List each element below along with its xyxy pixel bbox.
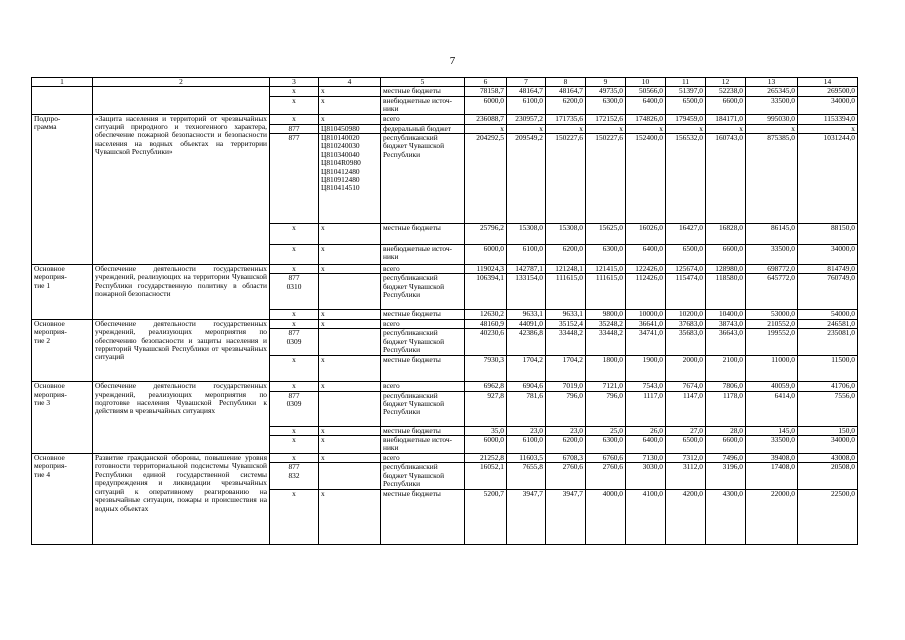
code-cell: x [270,114,319,124]
value-cell: 34000,0 [798,96,858,114]
header-cell: 6 [465,78,507,87]
target-code-cell: x [319,245,381,265]
target-code-cell: x [319,310,381,319]
header-cell: 2 [93,78,270,87]
value-cell: 7121,0 [586,382,626,391]
value-cell: 6414,0 [746,391,798,426]
value-cell: 3947,7 [546,490,586,545]
value-cell: 1900,0 [626,356,666,382]
value-cell: 33500,0 [746,245,798,265]
value-cell: 150227,6 [586,134,626,224]
source-cell: внебюджетные источ- ники [381,96,465,114]
value-cell: 4100,0 [626,490,666,545]
value-cell: 125674,0 [666,265,706,274]
value-cell: 15308,0 [507,224,546,245]
header-cell: 13 [746,78,798,87]
header-cell: 11 [666,78,706,87]
value-cell: 5200,7 [465,490,507,545]
source-cell: внебюджетные источ- ники [381,245,465,265]
value-cell: 33448,2 [586,329,626,356]
table-row [32,87,858,96]
value-cell: 6962,8 [465,382,507,391]
value-cell: 265345,0 [746,87,798,96]
value-cell: 2000,0 [666,356,706,382]
value-cell: 760749,0 [798,274,858,310]
value-cell: 796,0 [586,391,626,426]
value-cell: 34741,0 [626,329,666,356]
target-code-cell: Ц810140020 Ц810240030 Ц810340040 Ц8104R0980 Ц810412480 Ц810912480 Ц810414510 [319,134,381,224]
value-cell: 645772,0 [746,274,798,310]
value-cell: 7496,0 [706,454,746,463]
value-cell: x [706,124,746,133]
value-cell: 6100,0 [507,245,546,265]
value-cell: 37683,0 [666,319,706,328]
value-cell: 230957,2 [507,114,546,124]
header-cell: 8 [546,78,586,87]
value-cell: 796,0 [546,391,586,426]
value-cell: x [465,124,507,133]
target-code-cell: x [319,87,381,96]
value-cell: 6000,0 [465,96,507,114]
header-row [32,78,858,87]
value-cell: 171735,6 [546,114,586,124]
value-cell: 48160,9 [465,319,507,328]
value-cell: 33500,0 [746,96,798,114]
value-cell: 41706,0 [798,382,858,391]
value-cell: 39408,0 [746,454,798,463]
value-cell: 6500,0 [666,96,706,114]
value-cell: 1147,0 [666,391,706,426]
value-cell: 25796,2 [465,224,507,245]
value-cell: 150,0 [798,426,858,435]
source-cell: всего [381,265,465,274]
name-cell: Основное мероприя- тие 3 [32,382,93,454]
value-cell: 6400,0 [626,436,666,454]
value-cell: 20508,0 [798,463,858,490]
code-cell: x [270,319,319,328]
value-cell: 6200,0 [546,436,586,454]
target-code-cell: x [319,96,381,114]
source-cell: местные бюджеты [381,87,465,96]
value-cell: 15625,0 [586,224,626,245]
value-cell: 10400,0 [706,310,746,319]
value-cell: 128980,0 [706,265,746,274]
value-cell: 15308,0 [546,224,586,245]
code-cell: x [270,96,319,114]
value-cell: 6400,0 [626,245,666,265]
target-code-cell: x [319,114,381,124]
value-cell: 121415,0 [586,265,626,274]
value-cell: 6000,0 [465,436,507,454]
value-cell: x [507,124,546,133]
value-cell: 7674,0 [666,382,706,391]
value-cell: 7543,0 [626,382,666,391]
value-cell: 9633,1 [546,310,586,319]
code-cell: x [270,245,319,265]
value-cell: 40059,0 [746,382,798,391]
target-code-cell: Ц810450980 [319,124,381,133]
value-cell: 235081,0 [798,329,858,356]
value-cell: x [798,124,858,133]
code-cell: x [270,265,319,274]
value-cell: 152400,0 [626,134,666,224]
target-code-cell: x [319,265,381,274]
header-cell: 5 [381,78,465,87]
header-cell: 7 [507,78,546,87]
value-cell: 1704,2 [546,356,586,382]
value-cell: 16026,0 [626,224,666,245]
code-cell: x [270,87,319,96]
value-cell: 36641,0 [626,319,666,328]
value-cell: 22000,0 [746,490,798,545]
value-cell: 6300,0 [586,245,626,265]
code-cell: x [270,454,319,463]
target-code-cell: x [319,319,381,328]
value-cell: 7930,3 [465,356,507,382]
value-cell: 27,0 [666,426,706,435]
value-cell: 42386,8 [507,329,546,356]
target-code-cell: x [319,224,381,245]
header-cell: 4 [319,78,381,87]
desc-cell: Обеспечение деятельности государственных учреждений, реализующих мероприятия по подготовке населения Чувашской Республики к действиям в чрезвычайных ситуациях [93,382,270,454]
value-cell: 121248,1 [546,265,586,274]
value-cell: 43008,0 [798,454,858,463]
source-cell: местные бюджеты [381,310,465,319]
value-cell: 142787,1 [507,265,546,274]
source-cell: местные бюджеты [381,356,465,382]
value-cell: 3030,0 [626,463,666,490]
target-code-cell: x [319,436,381,454]
value-cell: 179459,0 [666,114,706,124]
source-cell: всего [381,114,465,124]
table-row [32,382,858,391]
value-cell: 698772,0 [746,265,798,274]
value-cell: 23,0 [546,426,586,435]
desc-cell: Обеспечение деятельности государственных учреждений, реализующих на территории Чувашской Республики государственную политику в области пожарной безопасности [93,265,270,320]
code-cell: x [270,310,319,319]
code-cell: 877 [270,124,319,133]
value-cell: 3947,7 [507,490,546,545]
value-cell: 35,0 [465,426,507,435]
target-code-cell [319,463,381,490]
code-cell: 877 832 [270,463,319,490]
value-cell: 17408,0 [746,463,798,490]
value-cell: 2760,6 [546,463,586,490]
value-cell: 6760,6 [586,454,626,463]
value-cell: 2100,0 [706,356,746,382]
value-cell: 1704,2 [507,356,546,382]
value-cell: 9633,1 [507,310,546,319]
value-cell: 7130,0 [626,454,666,463]
code-cell: x [270,224,319,245]
source-cell: местные бюджеты [381,426,465,435]
value-cell: 4300,0 [706,490,746,545]
value-cell: 34000,0 [798,436,858,454]
value-cell: 3112,0 [666,463,706,490]
value-cell: 54000,0 [798,310,858,319]
name-cell: Основное мероприя- тие 4 [32,454,93,545]
code-cell: 877 [270,134,319,224]
source-cell: всего [381,319,465,328]
name-cell: Основное мероприя- тие 1 [32,265,93,320]
header-cell: 14 [798,78,858,87]
source-cell: республиканский бюджет Чувашской Республики [381,329,465,356]
code-cell: x [270,436,319,454]
value-cell: 7655,8 [507,463,546,490]
value-cell: 6600,0 [706,245,746,265]
value-cell: 209549,2 [507,134,546,224]
value-cell: 269500,0 [798,87,858,96]
value-cell: 51397,0 [666,87,706,96]
source-cell: внебюджетные источ- ники [381,436,465,454]
target-code-cell [319,329,381,356]
value-cell: 49735,0 [586,87,626,96]
value-cell: 4000,0 [586,490,626,545]
value-cell: 133154,0 [507,274,546,310]
value-cell: 6500,0 [666,245,706,265]
code-cell: 877 0309 [270,391,319,426]
code-cell: x [270,382,319,391]
value-cell: 111615,0 [546,274,586,310]
target-code-cell [319,391,381,426]
value-cell: 6904,6 [507,382,546,391]
value-cell: 111615,0 [586,274,626,310]
value-cell: 11500,0 [798,356,858,382]
source-cell: местные бюджеты [381,490,465,545]
desc-cell [93,87,270,114]
table-row [32,265,858,274]
table-row [32,114,858,124]
source-cell: всего [381,382,465,391]
value-cell: 6500,0 [666,436,706,454]
value-cell: 1153394,0 [798,114,858,124]
value-cell: 48164,7 [546,87,586,96]
value-cell: 6200,0 [546,245,586,265]
value-cell: x [746,124,798,133]
header-cell: 9 [586,78,626,87]
value-cell: x [586,124,626,133]
value-cell: 7312,0 [666,454,706,463]
value-cell: 7806,0 [706,382,746,391]
value-cell: 34000,0 [798,245,858,265]
value-cell: 1117,0 [626,391,666,426]
value-cell: 40230,6 [465,329,507,356]
value-cell: 78158,7 [465,87,507,96]
page-number: 7 [449,55,456,67]
value-cell: 6100,0 [507,436,546,454]
value-cell: 150227,6 [546,134,586,224]
name-cell: Подпро- грамма [32,114,93,264]
value-cell: 22500,0 [798,490,858,545]
header-cell: 3 [270,78,319,87]
desc-cell: «Защита населения и территорий от чрезвычайных ситуаций природного и техногенного характера, обеспечение пожарной безопасности и безопасности населения на водных объектах на территории Чувашской Республики» [93,114,270,264]
target-code-cell: x [319,426,381,435]
desc-cell: Развитие гражданской обороны, повышение уровня готовности территориальной подсистемы Чувашской Республики единой государственной системы предупреждения и ликвидации чрезвычайных ситуаций к оперативному реагированию на чрезвычайные ситуации, пожары и происшествия на водных объектах [93,454,270,545]
source-cell: республиканский бюджет Чувашской Республики [381,274,465,310]
header-cell: 10 [626,78,666,87]
value-cell: 6708,3 [546,454,586,463]
budget-table [31,77,858,545]
value-cell: 16427,0 [666,224,706,245]
value-cell: 11603,5 [507,454,546,463]
value-cell: 122426,0 [626,265,666,274]
code-cell: x [270,490,319,545]
value-cell: 160743,0 [706,134,746,224]
value-cell: 35248,2 [586,319,626,328]
value-cell: 16828,0 [706,224,746,245]
code-cell: 877 0309 [270,329,319,356]
value-cell: 16052,1 [465,463,507,490]
value-cell: 106394,1 [465,274,507,310]
value-cell: 6300,0 [586,96,626,114]
value-cell: 33448,2 [546,329,586,356]
value-cell: 1800,0 [586,356,626,382]
value-cell: 236088,7 [465,114,507,124]
value-cell: 210552,0 [746,319,798,328]
value-cell: x [626,124,666,133]
value-cell: 23,0 [507,426,546,435]
value-cell: x [666,124,706,133]
value-cell: 4200,0 [666,490,706,545]
table-row [32,454,858,463]
target-code-cell: x [319,356,381,382]
value-cell: 6600,0 [706,96,746,114]
value-cell: 1178,0 [706,391,746,426]
value-cell: 115474,0 [666,274,706,310]
value-cell: 35683,0 [666,329,706,356]
value-cell: 781,6 [507,391,546,426]
header-cell: 1 [32,78,93,87]
value-cell: 6100,0 [507,96,546,114]
target-code-cell [319,274,381,310]
value-cell: 53000,0 [746,310,798,319]
value-cell: 204292,5 [465,134,507,224]
header-cell: 12 [706,78,746,87]
value-cell: x [546,124,586,133]
value-cell: 48164,7 [507,87,546,96]
value-cell: 35152,4 [546,319,586,328]
value-cell: 26,0 [626,426,666,435]
value-cell: 1031244,0 [798,134,858,224]
value-cell: 927,8 [465,391,507,426]
value-cell: 7019,0 [546,382,586,391]
value-cell: 2760,6 [586,463,626,490]
source-cell: республиканский бюджет Чувашской Республики [381,134,465,224]
value-cell: 174826,0 [626,114,666,124]
code-cell: 877 0310 [270,274,319,310]
name-cell: Основное мероприя- тие 2 [32,319,93,381]
code-cell: x [270,356,319,382]
value-cell: 44091,0 [507,319,546,328]
code-cell: x [270,426,319,435]
table-row [32,319,858,328]
value-cell: 52238,0 [706,87,746,96]
value-cell: 86145,0 [746,224,798,245]
value-cell: 6200,0 [546,96,586,114]
value-cell: 50566,0 [626,87,666,96]
name-cell [32,87,93,114]
value-cell: 7556,0 [798,391,858,426]
value-cell: 28,0 [706,426,746,435]
value-cell: 36643,0 [706,329,746,356]
value-cell: 875385,0 [746,134,798,224]
source-cell: всего [381,454,465,463]
value-cell: 38743,0 [706,319,746,328]
value-cell: 184171,0 [706,114,746,124]
desc-cell: Обеспечение деятельности государственных учреждений, реализующих мероприятия по обеспечению безопасности и защиты населения и территорий Чувашской Республики от чрезвычайных ситуаций [93,319,270,381]
source-cell: федеральный бюджет [381,124,465,133]
value-cell: 118580,0 [706,274,746,310]
value-cell: 6000,0 [465,245,507,265]
value-cell: 199552,0 [746,329,798,356]
value-cell: 3196,0 [706,463,746,490]
value-cell: 995030,0 [746,114,798,124]
value-cell: 156532,0 [666,134,706,224]
value-cell: 6600,0 [706,436,746,454]
target-code-cell: x [319,454,381,463]
value-cell: 21252,8 [465,454,507,463]
value-cell: 6300,0 [586,436,626,454]
source-cell: республиканский бюджет Чувашской Республики [381,391,465,426]
source-cell: местные бюджеты [381,224,465,245]
value-cell: 10000,0 [626,310,666,319]
value-cell: 119024,3 [465,265,507,274]
value-cell: 33500,0 [746,436,798,454]
value-cell: 88150,0 [798,224,858,245]
value-cell: 25,0 [586,426,626,435]
value-cell: 246581,0 [798,319,858,328]
target-code-cell: x [319,490,381,545]
source-cell: республиканский бюджет Чувашской Республики [381,463,465,490]
value-cell: 6400,0 [626,96,666,114]
target-code-cell: x [319,382,381,391]
value-cell: 814749,0 [798,265,858,274]
value-cell: 10200,0 [666,310,706,319]
value-cell: 112426,0 [626,274,666,310]
value-cell: 9800,0 [586,310,626,319]
value-cell: 11000,0 [746,356,798,382]
value-cell: 12630,2 [465,310,507,319]
value-cell: 172152,6 [586,114,626,124]
value-cell: 145,0 [746,426,798,435]
